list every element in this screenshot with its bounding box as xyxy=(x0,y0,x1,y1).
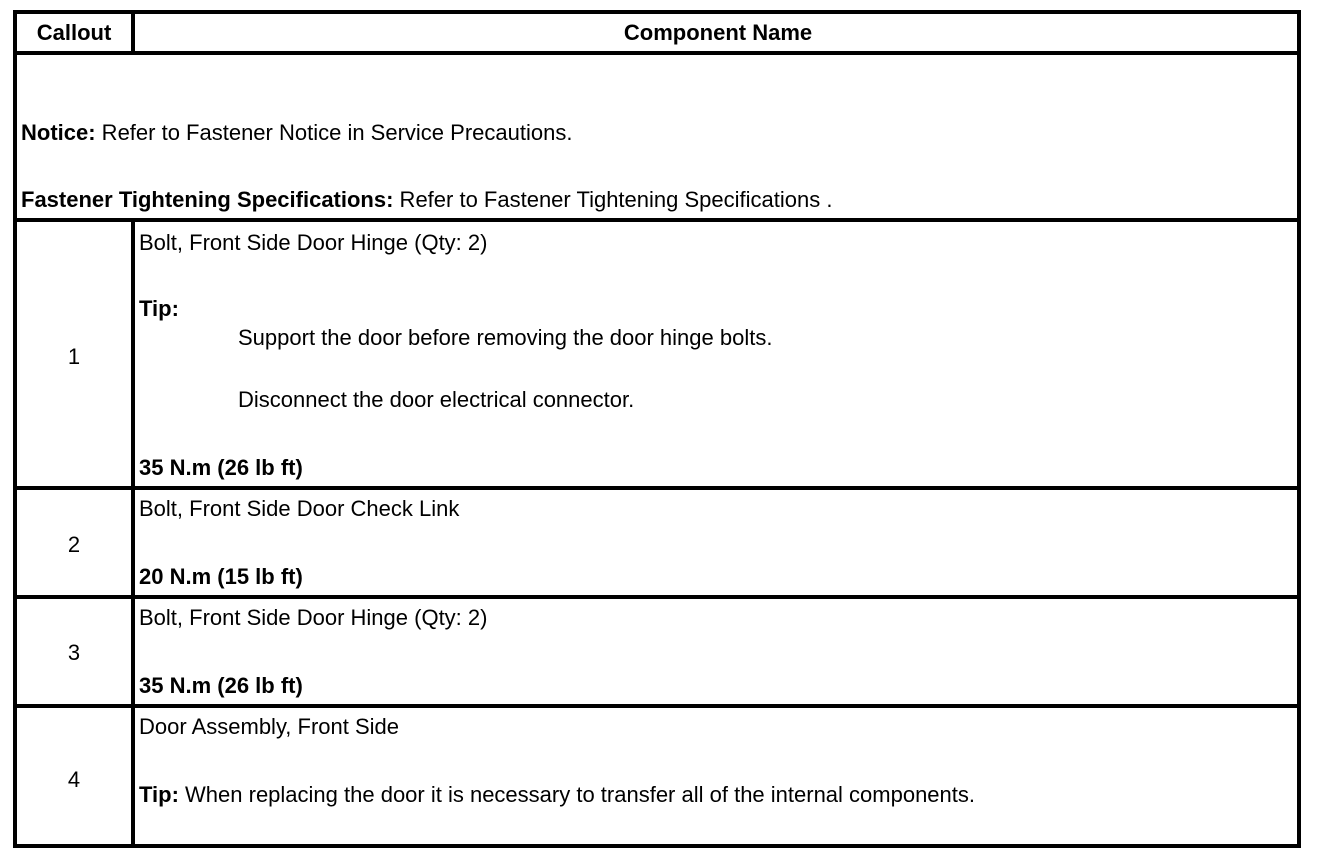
notice-text: Refer to Fastener Notice in Service Precautions. xyxy=(95,120,573,145)
callout-number: 4 xyxy=(67,767,81,792)
component-name: Bolt, Front Side Door Hinge (Qty: 2) xyxy=(139,230,488,255)
row-divider xyxy=(17,51,1297,55)
torque-value: 20 N.m (15 lb ft) xyxy=(139,564,303,589)
row-divider xyxy=(17,218,1297,222)
notice-label: Notice: xyxy=(21,120,96,145)
row-divider xyxy=(17,704,1297,708)
header-component-name: Component Name xyxy=(623,20,813,45)
column-divider xyxy=(131,218,135,848)
tip-text: When replacing the door it is necessary to transfer all of the internal components. xyxy=(178,782,976,807)
tip-line: Disconnect the door electrical connector. xyxy=(238,387,635,412)
callout-number: 2 xyxy=(67,532,81,557)
component-name: Bolt, Front Side Door Hinge (Qty: 2) xyxy=(139,605,488,630)
spec-line xyxy=(21,187,832,213)
callout-number: 1 xyxy=(67,344,81,369)
notice-line xyxy=(21,120,572,146)
spec-label: Fastener Tightening Specifications: xyxy=(21,187,394,212)
row-divider xyxy=(17,595,1297,599)
tip-line xyxy=(139,782,975,808)
component-name: Door Assembly, Front Side xyxy=(139,714,400,739)
spec-text: Refer to Fastener Tightening Specifications . xyxy=(393,187,833,212)
row-divider xyxy=(17,486,1297,490)
component-table xyxy=(13,10,1301,848)
tip-line: Support the door before removing the door hinge bolts. xyxy=(238,325,773,350)
header-callout: Callout xyxy=(36,20,112,45)
tip-label: Tip: xyxy=(139,782,179,807)
torque-value: 35 N.m (26 lb ft) xyxy=(139,673,303,698)
torque-value: 35 N.m (26 lb ft) xyxy=(139,455,303,480)
component-name: Bolt, Front Side Door Check Link xyxy=(139,496,460,521)
tip-label: Tip: xyxy=(139,296,179,321)
callout-number: 3 xyxy=(67,640,81,665)
